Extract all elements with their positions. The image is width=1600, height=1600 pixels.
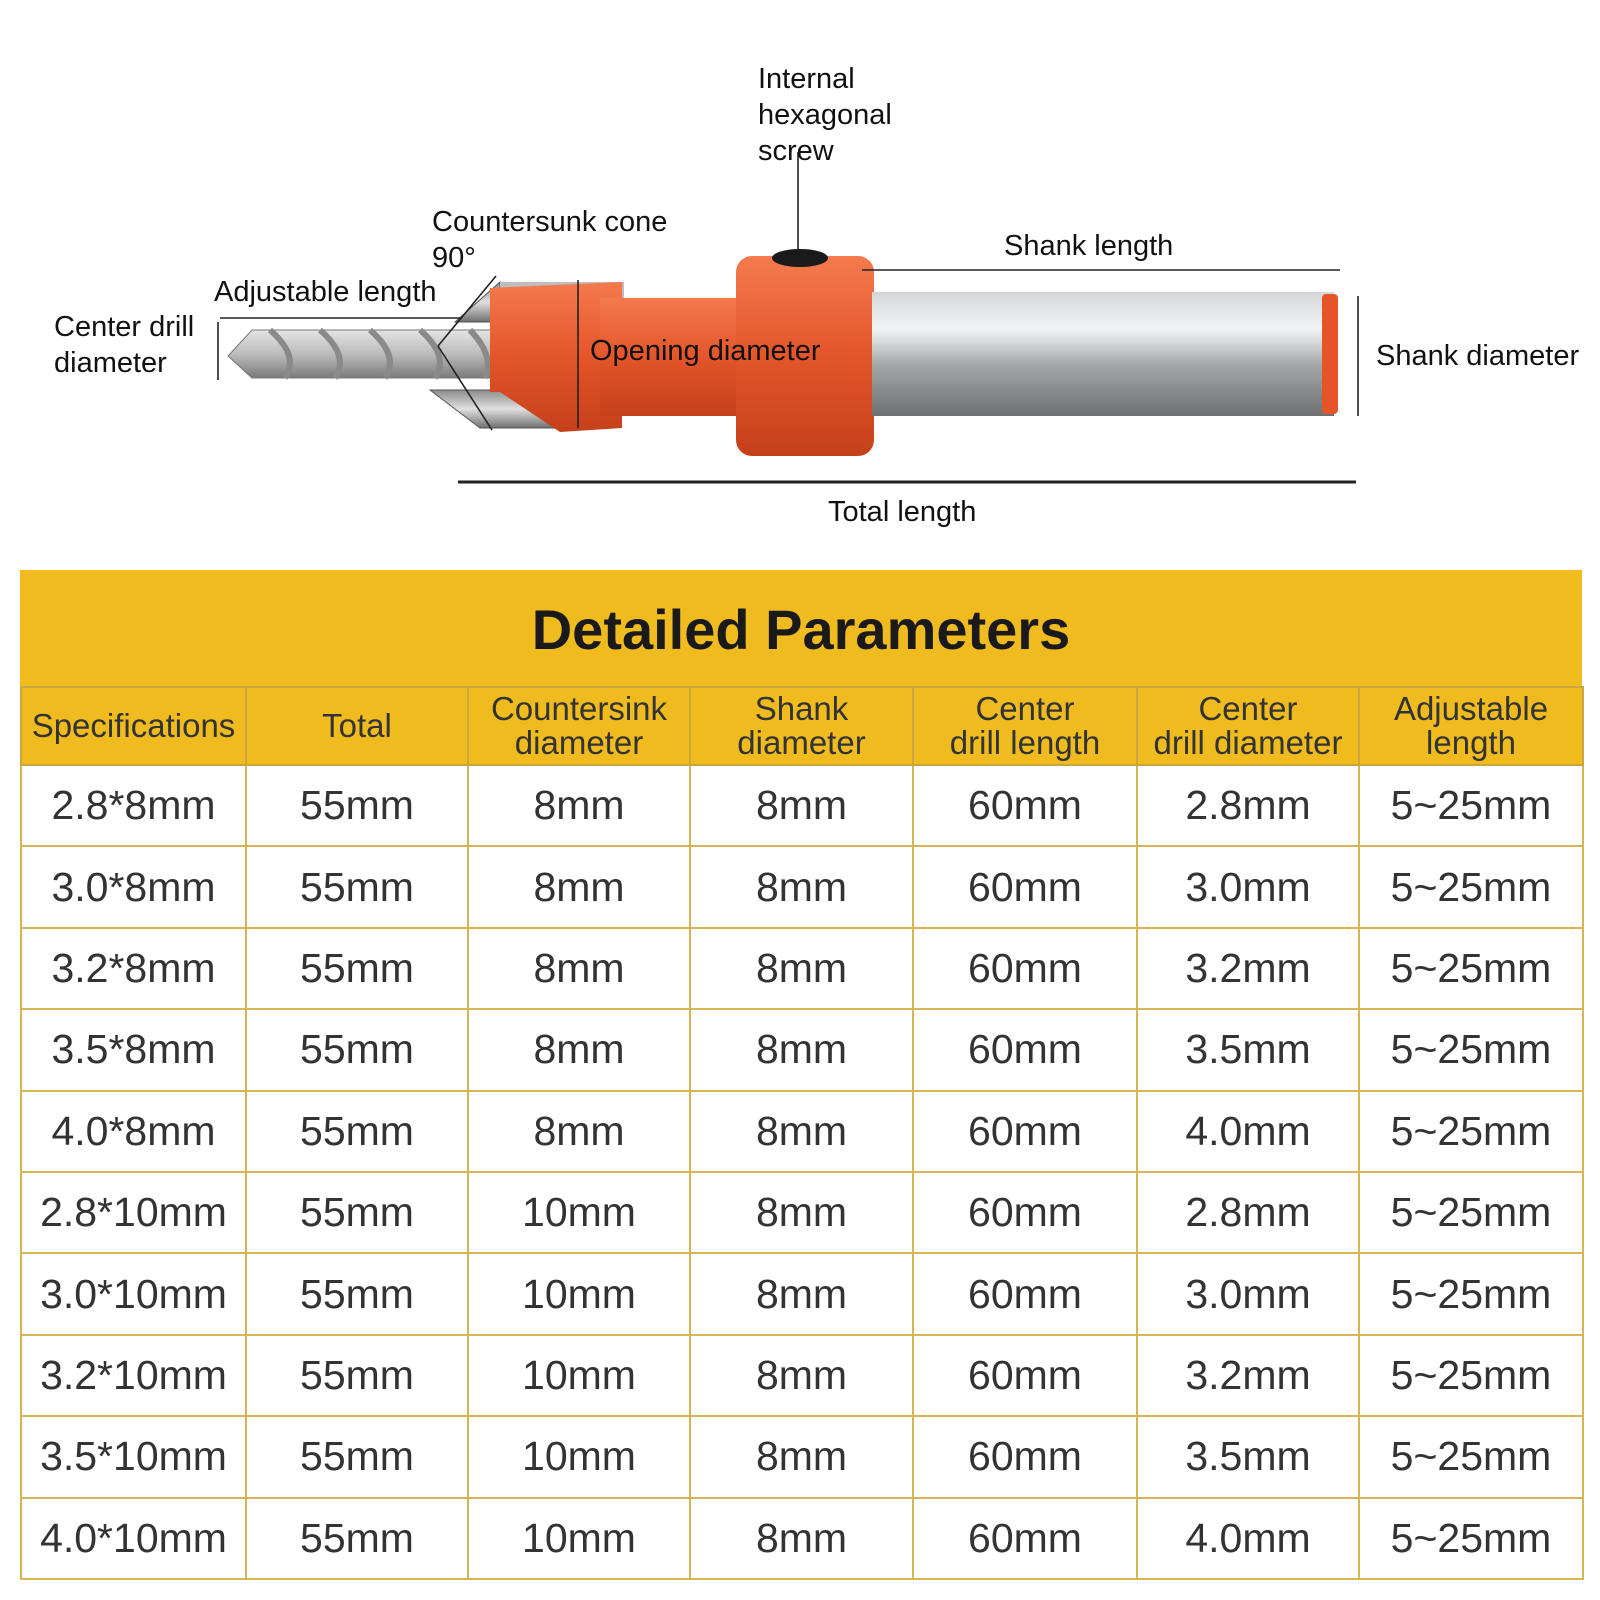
label-adjustable-length: Adjustable length	[214, 276, 437, 308]
column-header	[21, 687, 246, 765]
table-cell: 3.5mm	[1137, 1009, 1359, 1090]
table-cell: 5~25mm	[1359, 765, 1583, 846]
column-header	[246, 687, 468, 765]
column-header-line: Shank	[754, 690, 849, 727]
table-cell: 3.0*10mm	[21, 1253, 246, 1334]
table-cell: 5~25mm	[1359, 1009, 1583, 1090]
table-header-row	[21, 687, 1583, 765]
hex-screw	[772, 249, 828, 267]
table-cell: 60mm	[913, 1172, 1137, 1253]
table-cell: 8mm	[468, 1009, 690, 1090]
column-header-line: drill length	[949, 724, 1101, 761]
table-cell: 10mm	[468, 1335, 690, 1416]
table-row	[21, 1335, 1583, 1416]
table-cell: 60mm	[913, 1335, 1137, 1416]
center-drill	[228, 330, 500, 378]
table-cell: 10mm	[468, 1416, 690, 1497]
table-cell: 60mm	[913, 1253, 1137, 1334]
column-header-line: length	[1426, 724, 1516, 761]
label-line: Internal	[758, 63, 855, 95]
table-row	[21, 1253, 1583, 1334]
column-header	[468, 687, 690, 765]
table-cell: 60mm	[913, 1091, 1137, 1172]
table-cell: 2.8mm	[1137, 765, 1359, 846]
table-cell: 2.8*8mm	[21, 765, 246, 846]
table-row	[21, 1009, 1583, 1090]
column-header-line: Adjustable	[1393, 690, 1549, 727]
table-cell: 5~25mm	[1359, 1335, 1583, 1416]
table-row	[21, 1172, 1583, 1253]
table-cell: 4.0mm	[1137, 1498, 1359, 1579]
table-cell: 8mm	[468, 846, 690, 927]
label-line: hexagonal	[758, 99, 892, 131]
table-cell: 10mm	[468, 1172, 690, 1253]
table-row	[21, 1091, 1583, 1172]
table-title: Detailed Parameters	[531, 597, 1071, 661]
table-cell: 55mm	[246, 928, 468, 1009]
table-cell: 3.2mm	[1137, 1335, 1359, 1416]
label-countersunk-cone	[432, 204, 667, 276]
label-total-length: Total length	[828, 496, 977, 528]
table-cell: 60mm	[913, 765, 1137, 846]
column-header	[1137, 687, 1359, 765]
table-cell: 8mm	[690, 765, 913, 846]
table-cell: 60mm	[913, 1416, 1137, 1497]
table-cell: 60mm	[913, 1498, 1137, 1579]
table-cell: 5~25mm	[1359, 1253, 1583, 1334]
table-cell: 8mm	[468, 1091, 690, 1172]
table-cell: 8mm	[690, 846, 913, 927]
label-center-drill-diameter	[54, 309, 194, 381]
table-cell: 55mm	[246, 1335, 468, 1416]
table-cell: 3.5*8mm	[21, 1009, 246, 1090]
table-row	[21, 765, 1583, 846]
table-cell: 5~25mm	[1359, 1416, 1583, 1497]
table-cell: 55mm	[246, 1498, 468, 1579]
table-cell: 8mm	[468, 928, 690, 1009]
table-cell: 8mm	[468, 765, 690, 846]
drill-bit-diagram	[0, 0, 1600, 560]
table-cell: 3.2*8mm	[21, 928, 246, 1009]
table-cell: 4.0*8mm	[21, 1091, 246, 1172]
table-cell: 60mm	[913, 846, 1137, 927]
table-cell: 4.0mm	[1137, 1091, 1359, 1172]
table-cell: 2.8mm	[1137, 1172, 1359, 1253]
table-cell: 55mm	[246, 1009, 468, 1090]
table-cell: 8mm	[690, 1172, 913, 1253]
table-cell: 60mm	[913, 1009, 1137, 1090]
table-cell: 10mm	[468, 1253, 690, 1334]
table-cell: 8mm	[690, 1416, 913, 1497]
table-cell: 10mm	[468, 1498, 690, 1579]
table-cell: 55mm	[246, 1091, 468, 1172]
label-shank-diameter: Shank diameter	[1376, 340, 1580, 372]
table-cell: 5~25mm	[1359, 1172, 1583, 1253]
table-row	[21, 1498, 1583, 1579]
column-header-line: drill diameter	[1153, 724, 1343, 761]
table-cell: 60mm	[913, 928, 1137, 1009]
column-header	[1359, 687, 1583, 765]
table-row	[21, 846, 1583, 927]
table-cell: 3.5mm	[1137, 1416, 1359, 1497]
table-cell: 3.5*10mm	[21, 1416, 246, 1497]
label-line: screw	[758, 135, 834, 167]
column-header-line: Center	[975, 690, 1075, 727]
table-cell: 8mm	[690, 1335, 913, 1416]
table-cell: 4.0*10mm	[21, 1498, 246, 1579]
table-cell: 5~25mm	[1359, 1498, 1583, 1579]
table-cell: 3.0*8mm	[21, 846, 246, 927]
label-internal-screw	[758, 61, 892, 169]
column-header-line: Specifications	[31, 707, 236, 744]
table-cell: 3.0mm	[1137, 1253, 1359, 1334]
label-opening-diameter: Opening diameter	[590, 335, 821, 367]
parameters-table-panel	[20, 570, 1582, 1580]
column-header-line: diameter	[737, 724, 866, 761]
table-cell: 8mm	[690, 1009, 913, 1090]
table-cell: 55mm	[246, 1172, 468, 1253]
table-cell: 5~25mm	[1359, 846, 1583, 927]
column-header-line: diameter	[514, 724, 644, 761]
column-header-line: Center	[1198, 690, 1298, 727]
table-cell: 8mm	[690, 1498, 913, 1579]
label-line: Countersunk cone	[432, 206, 668, 238]
table-row	[21, 1416, 1583, 1497]
table-cell: 5~25mm	[1359, 928, 1583, 1009]
label-line: Center drill	[54, 311, 195, 343]
label-shank-length: Shank length	[1004, 230, 1174, 262]
label-line: diameter	[54, 347, 167, 379]
table-cell: 55mm	[246, 846, 468, 927]
table-cell: 8mm	[690, 928, 913, 1009]
table-cell: 55mm	[246, 1416, 468, 1497]
column-header	[690, 687, 913, 765]
label-line: 90°	[432, 242, 476, 274]
table-cell: 8mm	[690, 1253, 913, 1334]
table-cell: 55mm	[246, 765, 468, 846]
table-cell: 3.2mm	[1137, 928, 1359, 1009]
column-header	[913, 687, 1137, 765]
table-cell: 3.2*10mm	[21, 1335, 246, 1416]
table-cell: 2.8*10mm	[21, 1172, 246, 1253]
table-cell: 55mm	[246, 1253, 468, 1334]
table-cell: 3.0mm	[1137, 846, 1359, 927]
table-cell: 5~25mm	[1359, 1091, 1583, 1172]
column-header-line: Total	[322, 707, 392, 744]
table-body	[21, 765, 1583, 1579]
table-row	[21, 928, 1583, 1009]
parameters-table	[20, 686, 1584, 1580]
shank	[872, 292, 1338, 416]
table-cell: 8mm	[690, 1091, 913, 1172]
column-header-line: Countersink	[490, 690, 668, 727]
